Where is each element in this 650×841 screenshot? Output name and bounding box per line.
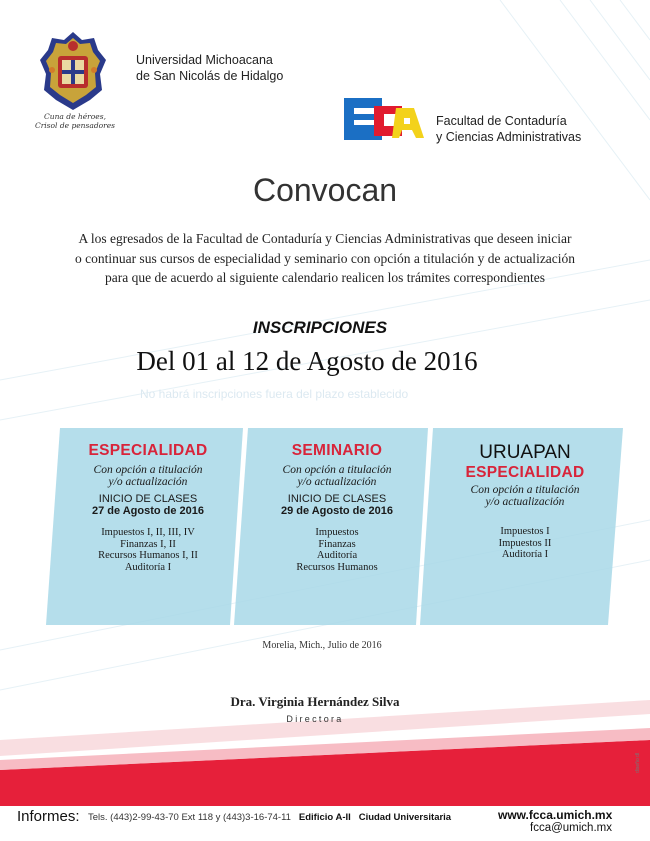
footer-contact [88, 812, 451, 823]
card-title: ESPECIALIDAD [465, 464, 585, 481]
place-date: Morelia, Mich., Julio de 2016 [262, 640, 382, 651]
footer-campus: Ciudad Universitaria [358, 812, 452, 823]
faculty-name: Facultad de Contaduría y Ciencias Administrativas [436, 114, 582, 144]
university-seal-logo [38, 30, 108, 112]
footer-website-link[interactable]: www.fcca.umich.mx [498, 808, 613, 822]
footer-label: Informes: [17, 808, 80, 825]
page-title: Convocan [252, 172, 398, 208]
signature-role: Directora [286, 714, 344, 724]
footer-email-link[interactable]: fcca@umich.mx [530, 822, 612, 834]
program-cards [38, 420, 628, 630]
campus-name: URUAPAN [479, 442, 571, 463]
university-name: Universidad Michoacana de San Nicolás de Hidalgo [136, 53, 284, 83]
card-uruapan: URUAPAN ESPECIALIDAD Con opción a titulación y/o actualización Impuestos I Impuestos II Auditoría I [450, 442, 600, 561]
card-title: ESPECIALIDAD [88, 442, 208, 459]
intro-paragraph: A los egresados de la Facultad de Contaduría y Ciencias Administrativas que deseen iniciar o continuar sus cursos de especialidad y seminario con opción a titulación y de actualización para que de acuerdo al siguiente calendario realicen los trámites correspondientes [74, 231, 576, 285]
card-especialidad: ESPECIALIDAD Con opción a titulación y/o actualización INICIO DE CLASES 27 de Agosto de 2016 Impuestos I, II, III, IV Finanzas I, II Recursos Humanos I, II Auditoría I [78, 442, 218, 573]
registration-note: No habrá inscripciones fuera del plazo establecido [140, 387, 409, 401]
fcca-logo [344, 96, 426, 142]
registration-dates: Del 01 al 12 de Agosto de 2016 [136, 346, 478, 376]
registration-heading: INSCRIPCIONES [252, 318, 388, 337]
footer-phones: Tels. (443)2-99-43-70 Ext 118 y (443)3-16-74-11 [88, 812, 291, 823]
designer-credit: diseño dl [635, 752, 642, 774]
card-seminario: SEMINARIO Con opción a titulación y/o actualización INICIO DE CLASES 29 de Agosto de 2016 Impuestos Finanzas Auditoría Recursos Humanos [262, 442, 412, 573]
signature-name: Dra. Virginia Hernández Silva [230, 694, 400, 709]
card-title: SEMINARIO [291, 442, 383, 459]
footer-building: Edificio A-II [298, 812, 351, 823]
university-motto: Cuna de héroes, Crisol de pensadores [34, 112, 116, 130]
